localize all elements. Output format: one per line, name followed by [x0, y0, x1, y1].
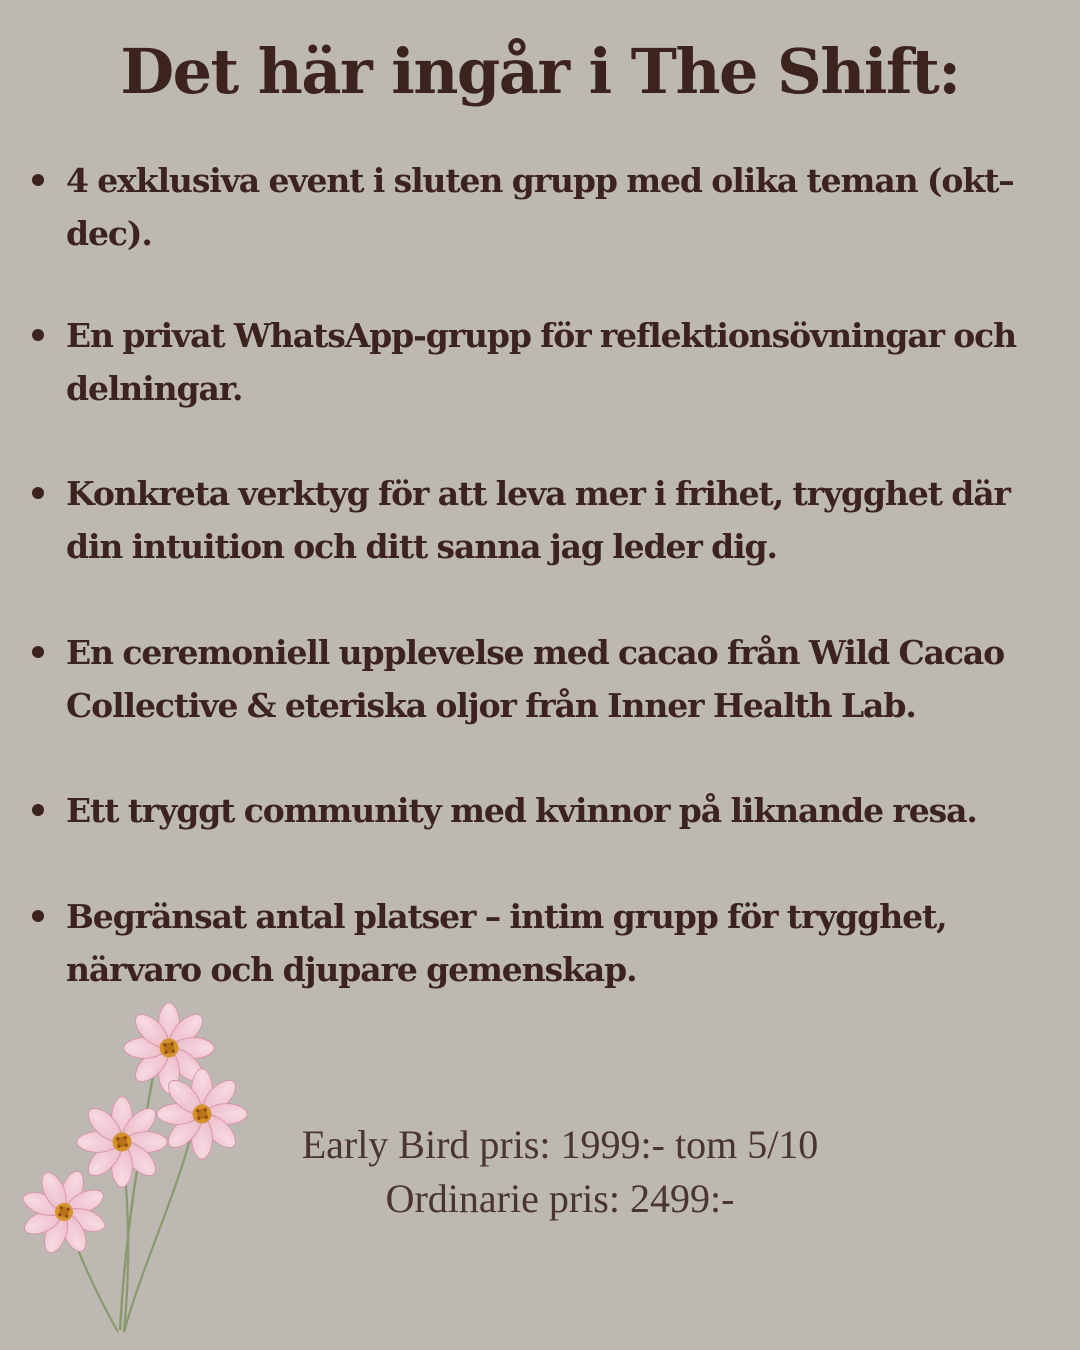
list-item-text: En privat WhatsApp-grupp för reflektionsövningar och delningar. — [66, 316, 1017, 408]
pink-cosmos-flowers-illustration-icon — [14, 1000, 264, 1340]
regular-price: Ordinarie pris: 2499:- — [385, 1176, 735, 1221]
bullet-dot-icon — [32, 487, 44, 499]
bullet-dot-icon — [32, 329, 44, 341]
bullet-dot-icon — [32, 804, 44, 816]
list-item-text: 4 exklusiva event i sluten grupp med olika teman (okt–dec). — [66, 161, 1014, 253]
bullet-dot-icon — [32, 910, 44, 922]
list-item-text: Konkreta verktyg för att leva mer i frihet, trygghet där din intuition och ditt sanna jag leder dig. — [66, 474, 1010, 566]
pricing-info — [250, 1118, 870, 1226]
page-title: Det här ingår i The Shift: — [120, 35, 960, 108]
bullet-dot-icon — [32, 646, 44, 658]
early-bird-price: Early Bird pris: 1999:- tom 5/10 — [301, 1122, 819, 1167]
list-item-text: Ett tryggt community med kvinnor på liknande resa. — [66, 791, 977, 830]
bullet-dot-icon — [32, 174, 44, 186]
list-item-text: En ceremoniell upplevelse med cacao från Wild Cacao Collective & eteriska oljor från Inner Health Lab. — [66, 633, 1005, 725]
list-item-text: Begränsat antal platser – intim grupp för trygghet, närvaro och djupare gemenskap. — [66, 897, 947, 989]
